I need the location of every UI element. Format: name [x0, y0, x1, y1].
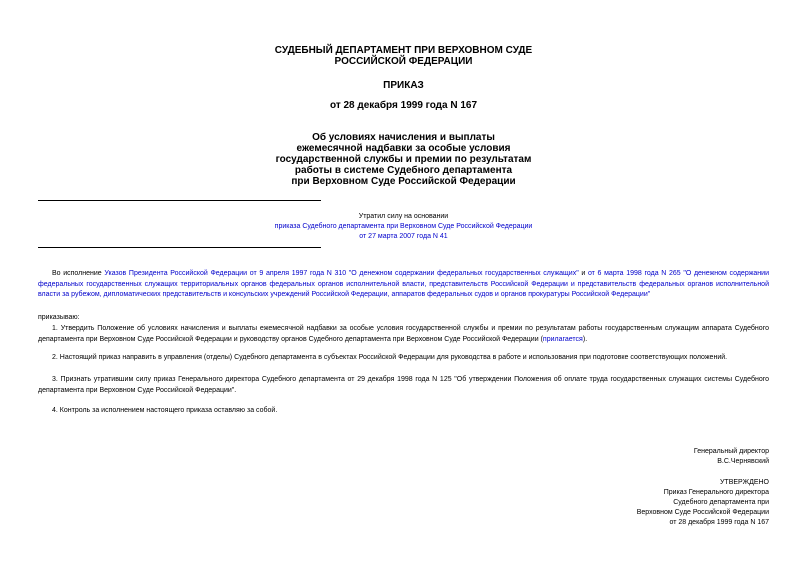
approval-heading: УТВЕРЖДЕНО [719, 479, 769, 486]
orders-label: приказываю: [38, 314, 80, 321]
approval-line: от 28 декабря 1999 года N 167 [669, 519, 769, 526]
annex-link[interactable]: прилагается [542, 335, 583, 343]
approval-line: Приказ Генерального директора [663, 489, 769, 496]
document-type: ПРИКАЗ [383, 80, 424, 91]
order-item-1 [38, 324, 769, 345]
title-line: Об условиях начисления и выплаты [312, 132, 495, 143]
preamble-paragraph [38, 269, 769, 301]
title-line: при Верховном Суде Российской Федерации [291, 176, 516, 187]
item-1-text: 1. Утвердить Положение об условиях начисления и выплаты ежемесячной надбавки за особые условия государственной службы и премии по результатам работы государственным служащим аппарата Судебного департамента при Верховном Суде Российской Федерации и руководству органов Судебного департамента при Верховном Суде Российской Федерации ( [38, 325, 769, 343]
divider-bottom [38, 247, 321, 248]
signature-block [469, 447, 769, 467]
approval-block [469, 478, 769, 528]
org-line-2: РОССИЙСКОЙ ФЕДЕРАЦИИ [334, 56, 473, 67]
status-note-text: Утратил силу на основании [358, 213, 449, 220]
document-title [0, 132, 807, 187]
preamble-text: и [578, 270, 588, 277]
signer-name: В.С.Чернявский [717, 458, 769, 465]
repeal-order-date-link[interactable]: от 27 марта 2007 года N 41 [359, 233, 448, 240]
title-line: государственной службы и премии по результатам [275, 154, 532, 165]
decree-265-link[interactable]: от 6 марта 1998 года N 265 "О денежном содержании федеральных государственных служащих территориальных органов федеральных органов исполнительной власти, представительств Российской Федерации и представительств федеральных органов исполнительной власти за рубежом, дипломатических представительств и консульских учреждений Российской Федерации, аппаратов федеральных судов и органов прокуратуры Российской Федерации" [38, 270, 769, 298]
title-line: работы в системе Судебного департамента [294, 165, 513, 176]
order-item-4: 4. Контроль за исполнением настоящего приказа оставляю за собой. [52, 407, 278, 414]
document-date: от 28 декабря 1999 года N 167 [329, 100, 478, 111]
signer-position: Генеральный директор [693, 448, 769, 455]
divider-top [38, 200, 321, 201]
title-line: ежемесячной надбавки за особые условия [296, 143, 511, 154]
decree-310-link[interactable]: Указов Президента Российской Федерации от 9 апреля 1997 года N 310 "О денежном содержании федеральных государственных служащих" [104, 270, 579, 277]
preamble-text: Во исполнение [52, 270, 105, 277]
approval-line: Верховном Суде Российской Федерации [636, 509, 769, 516]
order-item-3: 3. Признать утратившим силу приказ Генерального директора Судебного департамента от 29 декабря 1998 года N 125 "Об утверждении Положения об оплате труда государственных служащих системы Судебного департамента при Верховном Суде Российской Федерации". [38, 376, 769, 394]
order-item-2: 2. Настоящий приказ направить в управления (отделы) Судебного департамента в субъектах Российской Федерации для руководства в работе и использования при подготовке соответствующих положений. [52, 354, 728, 361]
item-1-end: ). [582, 335, 588, 343]
approval-line: Судебного департамента при [673, 499, 769, 506]
status-note [0, 212, 807, 242]
repeal-order-link[interactable]: приказа Судебного департамента при Верховном Суде Российской Федерации [274, 223, 533, 230]
organization-name [0, 45, 807, 67]
org-line-1: СУДЕБНЫЙ ДЕПАРТАМЕНТ ПРИ ВЕРХОВНОМ СУДЕ [274, 45, 533, 56]
